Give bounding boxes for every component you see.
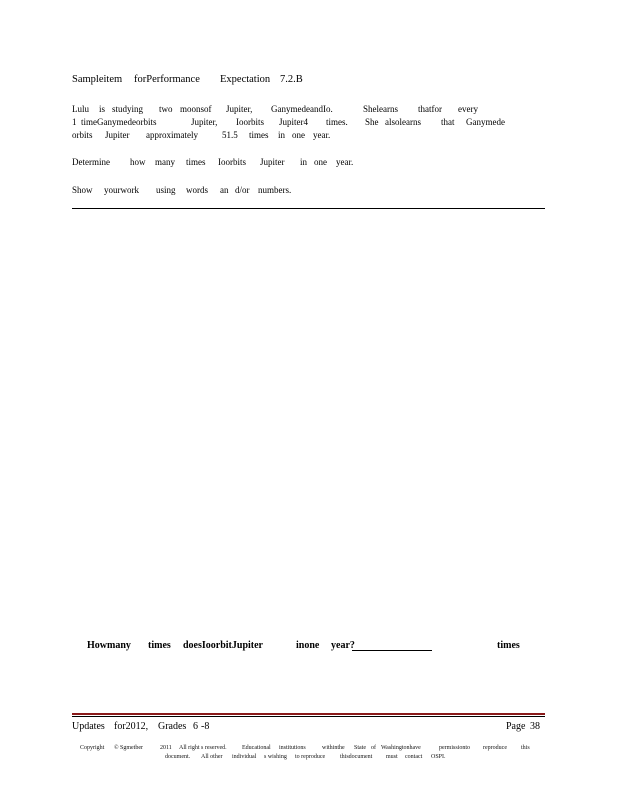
word: Jupiter, bbox=[191, 117, 218, 127]
word: GanymedeandIo. bbox=[271, 104, 333, 114]
copyright-word: State bbox=[354, 745, 366, 751]
word: many bbox=[155, 157, 175, 167]
word: Ioorbits bbox=[236, 117, 264, 127]
work-area[interactable] bbox=[72, 210, 545, 630]
answer-word: inone bbox=[296, 640, 320, 651]
answer-unit: times bbox=[497, 640, 520, 651]
answer-word: Howmany bbox=[87, 640, 131, 651]
copyright-word: document. bbox=[165, 754, 191, 760]
word: two bbox=[159, 104, 173, 114]
work-area-top-rule bbox=[72, 208, 545, 209]
copyright-word: individual bbox=[232, 754, 257, 760]
copyright-word: 2011 bbox=[160, 745, 172, 751]
page-label: Page bbox=[506, 721, 526, 732]
word: Jupiter bbox=[260, 157, 285, 167]
word: orbits bbox=[72, 130, 93, 140]
copyright-word: permissionto bbox=[439, 745, 470, 751]
word: times bbox=[186, 157, 206, 167]
answer-word: year? bbox=[331, 640, 355, 651]
copyright-word: withinthe bbox=[322, 745, 345, 751]
copyright-word: OSPI. bbox=[431, 754, 446, 760]
copyright-word: must bbox=[386, 754, 398, 760]
footer-word: -8 bbox=[201, 721, 210, 732]
footer-rule-bottom bbox=[72, 716, 545, 717]
word: is bbox=[99, 104, 106, 114]
word: Jupiter bbox=[105, 130, 130, 140]
title-part-3: Expectation bbox=[220, 74, 271, 85]
word: words bbox=[186, 185, 208, 195]
word: that bbox=[441, 117, 455, 127]
copyright-word: s wishing bbox=[264, 754, 287, 760]
copyright-word: thisdocument bbox=[340, 754, 373, 760]
answer-word: doesIoorbitJupiter bbox=[183, 640, 263, 651]
word: Ganymede bbox=[466, 117, 505, 127]
word: studying bbox=[112, 104, 144, 114]
footer-word: Updates bbox=[72, 721, 105, 732]
footer-word: for2012, bbox=[114, 721, 149, 732]
copyright-word: institutions bbox=[279, 745, 306, 751]
word: d/or bbox=[235, 185, 250, 195]
footer-word: 6 bbox=[193, 721, 198, 732]
word: times bbox=[249, 130, 269, 140]
word: Show bbox=[72, 185, 93, 195]
copyright-word: to reproduce bbox=[295, 754, 326, 760]
word: in bbox=[278, 130, 286, 140]
word: in bbox=[300, 157, 308, 167]
word: Shelearns bbox=[363, 104, 398, 114]
word: times. bbox=[326, 117, 348, 127]
word: Ioorbits bbox=[218, 157, 246, 167]
word: an bbox=[220, 185, 229, 195]
word: year. bbox=[336, 157, 354, 167]
copyright-word: Copyright bbox=[80, 745, 105, 751]
word: one bbox=[314, 157, 327, 167]
answer-blank[interactable] bbox=[352, 640, 432, 651]
copyright-word: All right s reserved. bbox=[179, 745, 227, 751]
word: numbers. bbox=[258, 185, 292, 195]
word: Lulu bbox=[72, 104, 89, 114]
word: 51.5 bbox=[222, 130, 238, 140]
word: approximately bbox=[146, 130, 198, 140]
word: every bbox=[458, 104, 478, 114]
word: She bbox=[365, 117, 379, 127]
copyright-word: Sgmetber bbox=[120, 745, 143, 751]
title-part-1: Sampleitem bbox=[72, 74, 123, 85]
copyright-word: Washingtonhave bbox=[381, 745, 421, 751]
copyright-word: Educational bbox=[242, 745, 271, 751]
word: year. bbox=[313, 130, 331, 140]
word: using bbox=[156, 185, 176, 195]
footer-word: Grades bbox=[158, 721, 187, 732]
title-part-2: forPerformance bbox=[134, 74, 200, 85]
page-title bbox=[72, 74, 303, 85]
copyright-word: contact bbox=[405, 754, 423, 760]
answer-word: times bbox=[148, 640, 171, 651]
word: thatfor bbox=[418, 104, 442, 114]
page-number: 38 bbox=[530, 721, 540, 732]
copyright-word: All other bbox=[201, 754, 223, 760]
word: Determine bbox=[72, 157, 110, 167]
word: Jupiter, bbox=[226, 104, 253, 114]
copyright-word: this bbox=[521, 745, 530, 751]
word: alsolearns bbox=[385, 117, 421, 127]
word: yourwork bbox=[104, 185, 139, 195]
word: Jupiter4 bbox=[279, 117, 308, 127]
word: one bbox=[292, 130, 305, 140]
title-part-4: 7.2.B bbox=[280, 74, 303, 85]
word: timeGanymedeorbits bbox=[81, 117, 157, 127]
word: 1 bbox=[72, 117, 77, 127]
footer-rule-top bbox=[72, 713, 545, 715]
copyright-word: © bbox=[114, 745, 119, 751]
copyright-word: of bbox=[371, 745, 376, 751]
word: how bbox=[130, 157, 146, 167]
copyright-word: reproduce bbox=[483, 745, 507, 751]
word: moonsof bbox=[180, 104, 212, 114]
